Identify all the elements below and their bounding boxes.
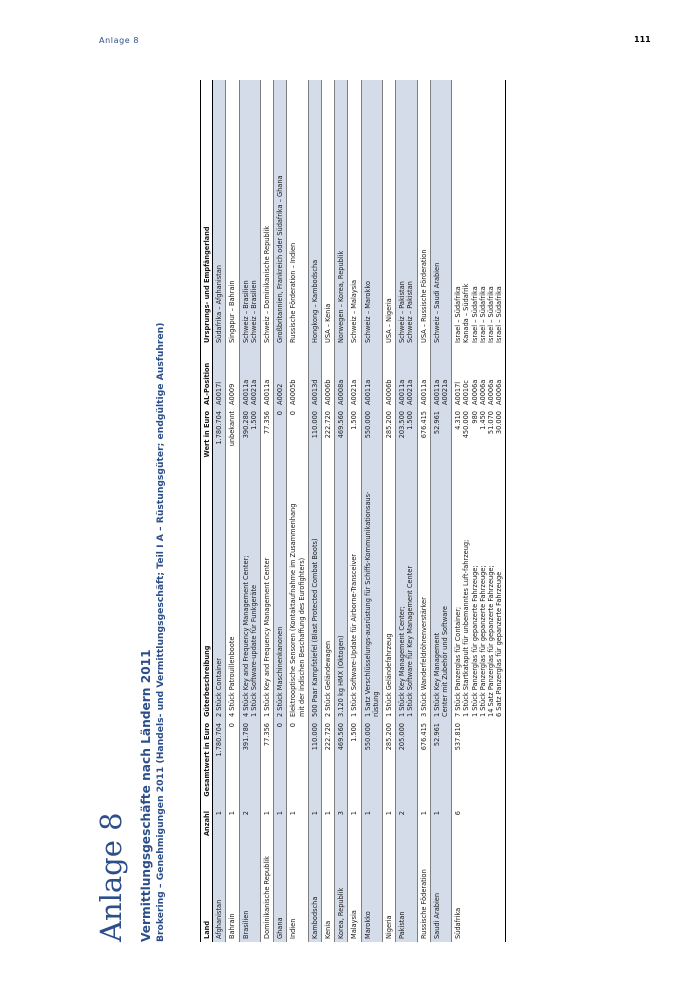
cell-anzahl: 1 <box>417 808 430 852</box>
table-body <box>213 80 506 942</box>
cell-gueter-line: 1 Stück Software für Key Management Center <box>406 565 415 717</box>
cell-ursprung-line: Schweiz – Brasilien <box>249 280 258 343</box>
table-row <box>308 80 321 942</box>
cell-al-position-line: A0017l <box>454 381 463 405</box>
cell-al-position <box>287 346 308 408</box>
cell-land: Südafrika <box>452 852 506 942</box>
cell-ursprung <box>274 80 287 346</box>
cell-ursprung <box>396 80 417 346</box>
cell-gueter <box>239 488 260 720</box>
cell-gueter-line: 2 Stück Geländewagen <box>324 640 333 717</box>
cell-anzahl: 1 <box>287 808 308 852</box>
cell-gueter <box>348 488 361 720</box>
cell-ursprung <box>322 80 335 346</box>
column-header-land: Land <box>201 852 213 942</box>
column-header-wert: Wert in Euro <box>201 408 213 488</box>
cell-gueter <box>308 488 321 720</box>
cell-gueter <box>261 488 274 720</box>
cell-gueter-line: 4 Stück Patrouillenboote <box>228 636 237 717</box>
cell-gesamtwert: 391.780 <box>239 720 260 808</box>
table-row <box>396 80 417 942</box>
cell-anzahl: 1 <box>348 808 361 852</box>
cell-gueter-line: 3 Stück Wanderfeldröhrenverstärker <box>419 597 428 717</box>
cell-gueter <box>287 488 308 720</box>
page-subtitle: Vermittlungsgeschäfte nach Ländern 2011 <box>139 649 153 942</box>
cell-al-position <box>452 346 506 408</box>
cell-gueter-line: 1 Satz Verschlüsselungs-ausrüstung für Schiffs-Kommunikationsaus-rüstung <box>363 491 380 717</box>
cell-land: Kenia <box>322 852 335 942</box>
table-row <box>261 80 274 942</box>
cell-al-position-line: A0006a <box>487 379 496 405</box>
cell-al-position-line: A0011a <box>241 379 250 405</box>
cell-ursprung-line: Israel – Südafrika <box>470 286 479 343</box>
cell-wert-line: 77.356 <box>263 411 272 435</box>
cell-gesamtwert: 0 <box>226 720 239 808</box>
cell-gueter-line: Center mit Zubehör und Software <box>441 606 450 717</box>
cell-ursprung-line: Schweiz – Dominikanische Republik <box>263 225 272 343</box>
cell-gesamtwert: 285.200 <box>383 720 396 808</box>
cell-gueter-line: 1 Stück Panzerglas für gepanzerte Fahrzeuge; <box>470 565 479 717</box>
cell-wert <box>348 408 361 488</box>
cell-anzahl: 1 <box>308 808 321 852</box>
cell-gueter <box>213 488 226 720</box>
cell-gueter <box>417 488 430 720</box>
table-caption: Brokering – Genehmigungen 2011 (Handels- und Vermittlungsgeschäft; Teil I A – Rüstungsgüter; endgültige Ausfuhren) <box>155 322 166 942</box>
cell-wert <box>213 408 226 488</box>
cell-gueter <box>430 488 451 720</box>
cell-gesamtwert: 0 <box>287 720 308 808</box>
table-row <box>226 80 239 942</box>
cell-al-position <box>361 346 382 408</box>
cell-ursprung-line: Schweiz – Pakistan <box>398 281 407 343</box>
cell-anzahl: 2 <box>396 808 417 852</box>
cell-gueter-line: 14 Satz Panzerglas für gepanzerte Fahrzeuge; <box>487 565 496 717</box>
cell-al-position <box>417 346 430 408</box>
cell-ursprung-line: Israel – Südafrika <box>478 286 487 343</box>
cell-al-position-line: A0006b <box>385 379 394 405</box>
cell-wert-line: 222.720 <box>324 411 333 439</box>
cell-anzahl: 3 <box>335 808 348 852</box>
cell-wert-line: 110.000 <box>310 411 319 439</box>
cell-gesamtwert: 205.000 <box>396 720 417 808</box>
cell-ursprung-line: Israel – Südafrika <box>495 286 504 343</box>
cell-ursprung-line: USA – Kenia <box>324 303 333 343</box>
cell-land: Brasilien <box>239 852 260 942</box>
cell-land: Bahrain <box>226 852 239 942</box>
cell-gueter <box>335 488 348 720</box>
cell-ursprung-line: Südafrika – Afghanistan <box>215 265 224 343</box>
cell-anzahl: 1 <box>430 808 451 852</box>
cell-wert <box>308 408 321 488</box>
column-header-gesamtwert: Gesamtwert in Euro <box>201 720 213 808</box>
cell-gueter-line: 1 Stück Key Management Center; <box>398 606 407 717</box>
cell-al-position-line: A0013d <box>310 379 319 405</box>
cell-gueter-line: 1 Stück Software-update für Funkgeräte <box>249 584 258 717</box>
cell-wert <box>239 408 260 488</box>
cell-gueter <box>361 488 382 720</box>
rotated-content <box>92 80 660 942</box>
table-row <box>287 80 308 942</box>
cell-gueter-line: 1 Stück Software-Update für Airborne-Transceiver <box>350 554 359 717</box>
cell-gesamtwert: 537.810 <box>452 720 506 808</box>
cell-gueter <box>452 488 506 720</box>
cell-wert-line: 0 <box>276 411 285 416</box>
cell-land: Dominikanische Republik <box>261 852 274 942</box>
column-header-al-position: AL-Position <box>201 346 213 408</box>
table-row <box>452 80 506 942</box>
cell-ursprung <box>261 80 274 346</box>
page-title: Anlage 8 <box>94 812 128 942</box>
column-header-ursprung: Ursprungs- und Empfängerland <box>201 80 213 346</box>
cell-wert-line: 0 <box>289 411 298 416</box>
cell-gueter <box>226 488 239 720</box>
cell-gesamtwert: 222.720 <box>322 720 335 808</box>
cell-ursprung-line: Hongkong – Kambodscha <box>310 259 319 343</box>
cell-al-position-line: A0008a <box>337 379 346 405</box>
cell-wert-line: 450.000 <box>462 411 471 439</box>
cell-gesamtwert: 676.415 <box>417 720 430 808</box>
cell-wert <box>274 408 287 488</box>
cell-gueter-line: 4 Stück Key and Frequency Management Center; <box>241 555 250 717</box>
table-row <box>274 80 287 942</box>
cell-gueter <box>383 488 396 720</box>
cell-wert-line: 1.500 <box>249 411 258 430</box>
cell-ursprung-line: Schweiz – Brasilien <box>241 280 250 343</box>
cell-gueter-line: Elektrooptische Sensoren (Kontaktaufnahme im Zusammenhang mit der indischen Beschaffung des Eurofighters) <box>289 503 306 717</box>
cell-ursprung-line: USA – Nigeria <box>385 298 394 343</box>
cell-wert <box>287 408 308 488</box>
cell-al-position <box>396 346 417 408</box>
cell-anzahl: 1 <box>322 808 335 852</box>
cell-wert <box>396 408 417 488</box>
cell-al-position <box>274 346 287 408</box>
cell-wert <box>322 408 335 488</box>
cell-al-position <box>335 346 348 408</box>
cell-wert-line: 980 <box>470 411 479 424</box>
cell-gesamtwert: 0 <box>274 720 287 808</box>
cell-land: Ghana <box>274 852 287 942</box>
cell-wert <box>452 408 506 488</box>
cell-al-position <box>348 346 361 408</box>
table-row <box>335 80 348 942</box>
cell-al-position-line: A0006a <box>495 379 504 405</box>
cell-land: Russische Föderation <box>417 852 430 942</box>
cell-gueter-line: 7 Stück Panzerglas für Container; <box>454 606 463 717</box>
table-row <box>361 80 382 942</box>
cell-gueter-line: 500 Paar Kampfstiefel (Blast Protected Combat Boots) <box>310 538 319 717</box>
cell-land: Nigeria <box>383 852 396 942</box>
cell-al-position-line: A0011a <box>263 379 272 405</box>
cell-wert <box>335 408 348 488</box>
cell-ursprung-line: Schweiz – Malaysia <box>350 279 359 343</box>
cell-ursprung <box>226 80 239 346</box>
cell-gueter-line: 1 Stück Startkatapult für unbemanntes Luft-fahrzeug; <box>462 539 471 717</box>
running-head: Anlage 8 <box>99 36 140 45</box>
cell-ursprung <box>213 80 226 346</box>
cell-land: Indien <box>287 852 308 942</box>
cell-gueter <box>396 488 417 720</box>
cell-gueter-line: 1 Stück Panzerglas für gepanzerte Fahrzeuge; <box>478 565 487 717</box>
cell-gesamtwert: 1.500 <box>348 720 361 808</box>
cell-anzahl: 1 <box>226 808 239 852</box>
cell-anzahl: 1 <box>213 808 226 852</box>
cell-wert-line: 203.500 <box>398 411 407 439</box>
cell-ursprung-line: Israel – Südafrika <box>487 286 496 343</box>
cell-wert <box>226 408 239 488</box>
cell-al-position-line: A0006a <box>470 379 479 405</box>
cell-gueter <box>322 488 335 720</box>
cell-gesamtwert: 52.961 <box>430 720 451 808</box>
cell-land: Saudi Arabien <box>430 852 451 942</box>
cell-wert <box>261 408 274 488</box>
column-header-gueter: Güterbeschreibung <box>201 488 213 720</box>
cell-anzahl: 1 <box>361 808 382 852</box>
table-row <box>239 80 260 942</box>
cell-wert-line: 51.070 <box>487 411 496 435</box>
cell-gueter <box>274 488 287 720</box>
table-row <box>430 80 451 942</box>
cell-ursprung <box>452 80 506 346</box>
cell-al-position-line: A0002 <box>276 383 285 405</box>
cell-ursprung <box>308 80 321 346</box>
cell-wert <box>383 408 396 488</box>
cell-ursprung <box>361 80 382 346</box>
cell-wert-line: 1.500 <box>350 411 359 430</box>
cell-gueter-line: 1 Stück Key Management <box>432 632 441 717</box>
column-header-anzahl: Anzahl <box>201 808 213 852</box>
cell-wert-line: 390.280 <box>241 411 250 439</box>
cell-al-position-line: A0010c <box>462 380 471 405</box>
cell-anzahl: 6 <box>452 808 506 852</box>
table-row <box>322 80 335 942</box>
cell-gueter-line: 6 Satz Panzerglas für gepanzerte Fahrzeuge <box>495 571 504 717</box>
cell-anzahl: 1 <box>261 808 274 852</box>
cell-gesamtwert: 550.000 <box>361 720 382 808</box>
cell-land: Korea, Republik <box>335 852 348 942</box>
cell-al-position <box>322 346 335 408</box>
cell-land: Afghanistan <box>213 852 226 942</box>
cell-ursprung-line: Russische Förderation – Indien <box>289 242 298 343</box>
cell-wert-line: 469.560 <box>337 411 346 439</box>
table-row <box>348 80 361 942</box>
cell-al-position-line: A0021a <box>350 379 359 405</box>
cell-wert-line: 1.780.704 <box>215 411 224 445</box>
cell-wert-line: 285.200 <box>385 411 394 439</box>
cell-al-position-line: A0006a <box>478 379 487 405</box>
cell-ursprung-line: USA – Russische Förderation <box>419 249 428 343</box>
table-header-row <box>201 80 213 942</box>
table-row <box>383 80 396 942</box>
cell-al-position <box>430 346 451 408</box>
cell-al-position-line: A0021a <box>249 379 258 405</box>
cell-al-position <box>239 346 260 408</box>
cell-anzahl: 2 <box>239 808 260 852</box>
cell-al-position <box>308 346 321 408</box>
cell-al-position <box>213 346 226 408</box>
cell-wert-line: 52.961 <box>432 411 441 435</box>
cell-wert-line: unbekannt <box>228 411 237 447</box>
cell-gueter-line: 2 Stück Maschinenkanonen <box>276 626 285 717</box>
cell-wert-line: 4.310 <box>454 411 463 430</box>
cell-ursprung-line: Norwegen – Korea, Republik <box>337 250 346 343</box>
cell-wert-line: 1.500 <box>406 411 415 430</box>
cell-al-position-line: A0009 <box>228 383 237 405</box>
cell-ursprung-line: Schweiz – Pakistan <box>406 281 415 343</box>
cell-ursprung <box>417 80 430 346</box>
cell-al-position-line: A0005b <box>289 379 298 405</box>
page-number: 111 <box>634 35 651 44</box>
cell-ursprung-line: Schweiz – Marokko <box>363 281 372 343</box>
cell-al-position-line: A0011a <box>398 379 407 405</box>
cell-ursprung <box>348 80 361 346</box>
cell-wert <box>417 408 430 488</box>
cell-al-position-line: A0021a <box>406 379 415 405</box>
cell-ursprung-line: Singapur – Bahrain <box>228 280 237 343</box>
cell-gesamtwert: 110.000 <box>308 720 321 808</box>
cell-ursprung <box>335 80 348 346</box>
cell-wert <box>430 408 451 488</box>
cell-al-position-line: A0011a <box>419 379 428 405</box>
cell-al-position-line: A0017l <box>215 381 224 405</box>
cell-al-position-line: A0011a <box>363 379 372 405</box>
cell-wert-line: 676.415 <box>419 411 428 439</box>
cell-al-position-line: A0011a <box>432 379 441 405</box>
cell-land: Malaysia <box>348 852 361 942</box>
cell-anzahl: 1 <box>274 808 287 852</box>
cell-wert <box>361 408 382 488</box>
cell-ursprung-line: Großbritannien, Frankreich oder Südafrika – Ghana <box>276 175 285 343</box>
cell-gueter-line: 2 Stück Container <box>215 657 224 717</box>
cell-ursprung <box>430 80 451 346</box>
cell-wert-line: 550.000 <box>363 411 372 439</box>
cell-ursprung <box>287 80 308 346</box>
cell-gueter-line: 3.120 kg HMX (Oktogen) <box>337 635 346 717</box>
cell-al-position-line: A0006b <box>324 379 333 405</box>
cell-gesamtwert: 1.780.704 <box>213 720 226 808</box>
cell-wert-line: 1.450 <box>478 411 487 430</box>
cell-wert-line: 30.000 <box>495 411 504 435</box>
table-row <box>213 80 226 942</box>
cell-gueter-line: 1 Stück Geländefahrzeug <box>385 633 394 717</box>
cell-land: Pakistan <box>396 852 417 942</box>
cell-gueter-line: 1 Stück Key and Frequency Management Center <box>263 557 272 717</box>
cell-al-position <box>226 346 239 408</box>
cell-ursprung-line: Israel – Südafrika <box>454 286 463 343</box>
brokering-table <box>200 80 506 942</box>
cell-ursprung <box>239 80 260 346</box>
cell-gesamtwert: 469.560 <box>335 720 348 808</box>
cell-al-position-line: A0021a <box>441 379 450 405</box>
cell-al-position <box>383 346 396 408</box>
cell-ursprung <box>383 80 396 346</box>
cell-gesamtwert: 77.356 <box>261 720 274 808</box>
cell-ursprung-line: Kanada – Südafrik <box>462 283 471 343</box>
cell-land: Marokko <box>361 852 382 942</box>
table-row <box>417 80 430 942</box>
cell-land: Kambodscha <box>308 852 321 942</box>
cell-anzahl: 1 <box>383 808 396 852</box>
cell-ursprung-line: Schweiz – Saudi Arabien <box>432 262 441 343</box>
cell-al-position <box>261 346 274 408</box>
